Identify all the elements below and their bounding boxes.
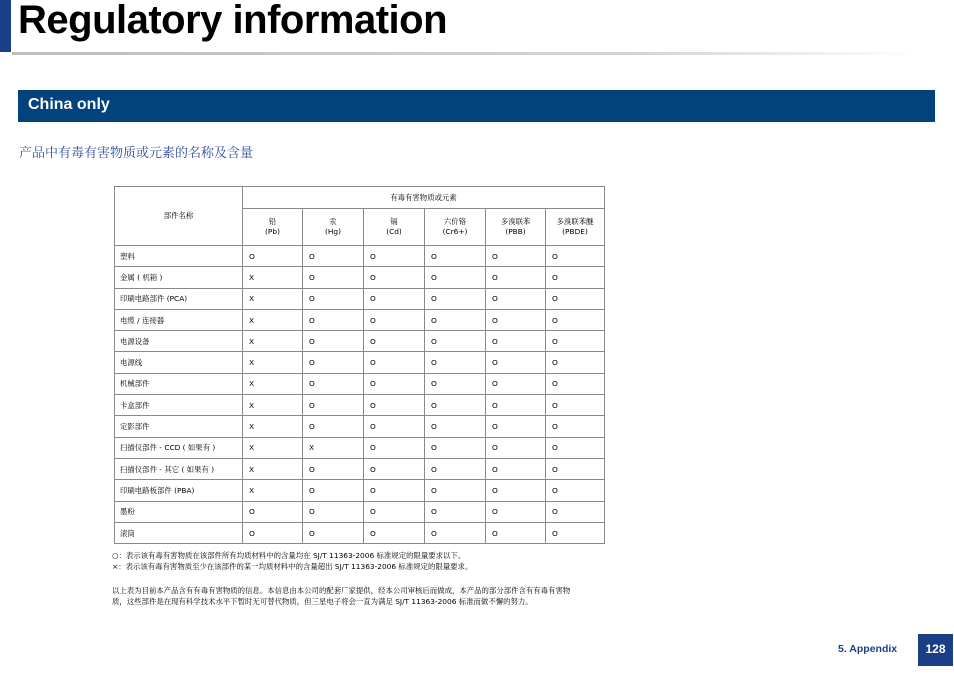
part-name-cell: 墨粉 (115, 501, 243, 522)
table-row (115, 458, 605, 479)
substance-mark-cell: O (303, 522, 364, 543)
substance-mark-cell: X (243, 267, 303, 288)
column-symbol: (PBDE) (562, 227, 588, 236)
substance-mark-cell: O (546, 331, 605, 352)
substance-mark-cell: O (486, 288, 546, 309)
substance-mark-cell: O (546, 395, 605, 416)
substance-mark-cell: O (486, 458, 546, 479)
substance-mark-cell: O (546, 246, 605, 267)
substance-mark-cell: O (425, 480, 486, 501)
substance-mark-cell: O (546, 267, 605, 288)
table-row (115, 267, 605, 288)
substance-mark-cell: O (364, 288, 425, 309)
table-row (115, 331, 605, 352)
column-name: 汞 (329, 217, 337, 227)
part-name-header: 部件名称 (115, 187, 243, 246)
substance-mark-cell: O (486, 416, 546, 437)
substance-mark-cell: O (243, 522, 303, 543)
substance-mark-cell: O (303, 501, 364, 522)
substance-mark-cell: O (303, 288, 364, 309)
table-row (115, 246, 605, 267)
substance-mark-cell: O (546, 288, 605, 309)
substances-group-header: 有毒有害物质或元素 (243, 187, 605, 209)
hazardous-substances-table (114, 186, 605, 544)
substance-mark-cell: O (364, 373, 425, 394)
substance-mark-cell: O (425, 288, 486, 309)
note-disclaimer-line-1: 以上表为目前本产品含有有毒有害物质的信息。本信息由本公司的配套厂家提供，经本公司审核后而做成，本产品的部分部件含有有毒有害物 (112, 585, 571, 595)
substance-mark-cell: O (486, 437, 546, 458)
table-caption: 产品中有毒有害物质或元素的名称及含量 (19, 146, 254, 161)
substance-mark-cell: O (303, 373, 364, 394)
substance-mark-cell: O (364, 267, 425, 288)
part-name-cell: 扫描仪部件 - CCD ( 如果有 ) (115, 437, 243, 458)
column-header-cd (364, 209, 425, 246)
table-row (115, 480, 605, 501)
substance-mark-cell: O (486, 331, 546, 352)
table-row (115, 288, 605, 309)
substance-mark-cell: X (243, 480, 303, 501)
column-header-pb (243, 209, 303, 246)
substance-mark-cell: O (486, 309, 546, 330)
substance-mark-cell: O (425, 246, 486, 267)
table-row (115, 373, 605, 394)
substance-mark-cell: X (243, 288, 303, 309)
note-x-legend: ×：表示该有毒有害物质至少在该部件的某一均质材料中的含量超出 SJ/T 11363-2006 标准规定的限量要求。 (112, 562, 473, 572)
part-name-cell: 印刷电路部件 (PCA) (115, 288, 243, 309)
table-row (115, 395, 605, 416)
part-name-cell: 电源线 (115, 352, 243, 373)
part-name-cell: 滚筒 (115, 522, 243, 543)
substance-mark-cell: O (303, 480, 364, 501)
table-row (115, 352, 605, 373)
substance-mark-cell: O (303, 458, 364, 479)
page-title: Regulatory information (18, 0, 448, 42)
substance-mark-cell: X (303, 437, 364, 458)
header-accent-bar (0, 0, 11, 52)
part-name-cell: 印刷电路板部件 (PBA) (115, 480, 243, 501)
part-name-cell: 塑料 (115, 246, 243, 267)
table-row (115, 437, 605, 458)
substance-mark-cell: X (243, 395, 303, 416)
substance-mark-cell: O (486, 480, 546, 501)
substance-mark-cell: O (486, 352, 546, 373)
substance-mark-cell: X (243, 437, 303, 458)
substance-mark-cell: O (425, 373, 486, 394)
substance-mark-cell: O (364, 331, 425, 352)
substance-mark-cell: X (243, 373, 303, 394)
column-header-cr6 (425, 209, 486, 246)
substance-mark-cell: O (425, 267, 486, 288)
title-divider (12, 52, 917, 55)
table-row (115, 501, 605, 522)
substance-mark-cell: O (364, 480, 425, 501)
substance-mark-cell: O (364, 309, 425, 330)
substance-mark-cell: O (364, 395, 425, 416)
substance-mark-cell: O (486, 395, 546, 416)
substance-mark-cell: O (425, 395, 486, 416)
substance-mark-cell: O (425, 522, 486, 543)
note-disclaimer-line-2: 质，这些部件是在现有科学技术水平下暂时无可替代物质，但三星电子将会一直为满足 SJ/T 11363-2006 标准而做不懈的努力。 (112, 597, 533, 607)
substance-mark-cell: O (546, 309, 605, 330)
column-symbol: (Pb) (265, 227, 280, 236)
substance-mark-cell: O (303, 246, 364, 267)
notes-block (112, 550, 570, 608)
substance-mark-cell: O (486, 267, 546, 288)
part-name-cell: 卡盒部件 (115, 395, 243, 416)
column-name: 六价铬 (443, 217, 467, 227)
table-body (115, 246, 605, 544)
substance-mark-cell: O (364, 437, 425, 458)
substance-mark-cell: X (243, 458, 303, 479)
substance-mark-cell: O (546, 437, 605, 458)
substance-mark-cell: O (364, 522, 425, 543)
column-name: 多溴联苯醚 (556, 217, 594, 227)
substance-mark-cell: O (546, 373, 605, 394)
section-header (18, 90, 935, 122)
part-name-cell: 电源设备 (115, 331, 243, 352)
substance-mark-cell: O (546, 416, 605, 437)
substance-mark-cell: O (303, 395, 364, 416)
substance-mark-cell: O (303, 352, 364, 373)
part-name-cell: 定影部件 (115, 416, 243, 437)
substance-mark-cell: O (546, 480, 605, 501)
table-row (115, 416, 605, 437)
substance-mark-cell: O (364, 352, 425, 373)
substance-mark-cell: O (425, 501, 486, 522)
substance-mark-cell: O (425, 352, 486, 373)
substance-mark-cell: O (364, 246, 425, 267)
substance-mark-cell: X (243, 416, 303, 437)
column-symbol: (Cr6+) (442, 227, 468, 236)
part-name-cell: 金属 ( 机箱 ) (115, 267, 243, 288)
substance-mark-cell: O (546, 522, 605, 543)
column-header-pbb (486, 209, 546, 246)
substance-mark-cell: O (303, 309, 364, 330)
table-row (115, 522, 605, 543)
substance-mark-cell: O (486, 246, 546, 267)
substance-mark-cell: O (546, 501, 605, 522)
substance-mark-cell: O (303, 331, 364, 352)
substance-mark-cell: O (425, 458, 486, 479)
substance-mark-cell: O (303, 416, 364, 437)
table-row (115, 309, 605, 330)
column-name: 铅 (268, 217, 277, 227)
part-name-cell: 机械部件 (115, 373, 243, 394)
substance-mark-cell: X (243, 309, 303, 330)
substance-mark-cell: O (364, 416, 425, 437)
section-title: China only (28, 96, 110, 113)
footer-chapter-label: 5. Appendix (838, 643, 898, 655)
substance-mark-cell: O (303, 267, 364, 288)
part-name-cell: 电缆 / 连接器 (115, 309, 243, 330)
substance-mark-cell: O (546, 352, 605, 373)
substance-mark-cell: O (364, 501, 425, 522)
note-o-legend: ○：表示该有毒有害物质在该部件所有均质材料中的含量均在 SJ/T 11363-2006 标准规定的限量要求以下。 (112, 551, 466, 560)
page-number-badge: 128 (918, 634, 953, 666)
column-symbol: (Cd) (386, 227, 402, 236)
substance-mark-cell: O (425, 331, 486, 352)
column-symbol: (Hg) (324, 227, 341, 236)
part-name-cell: 扫描仪部件 - 其它 ( 如果有 ) (115, 458, 243, 479)
column-name: 镉 (390, 217, 398, 227)
substance-mark-cell: O (425, 416, 486, 437)
column-header-hg (303, 209, 364, 246)
substance-mark-cell: X (243, 331, 303, 352)
column-name: 多溴联苯 (500, 217, 531, 227)
column-symbol: (PBB) (505, 227, 526, 236)
substance-mark-cell: O (486, 373, 546, 394)
substance-mark-cell: O (425, 309, 486, 330)
substance-mark-cell: X (243, 352, 303, 373)
substance-mark-cell: O (243, 501, 303, 522)
substance-mark-cell: O (425, 437, 486, 458)
substance-mark-cell: O (546, 458, 605, 479)
column-header-pbde (546, 209, 605, 246)
substance-mark-cell: O (243, 246, 303, 267)
substance-mark-cell: O (364, 458, 425, 479)
substance-mark-cell: O (486, 522, 546, 543)
substance-mark-cell: O (486, 501, 546, 522)
